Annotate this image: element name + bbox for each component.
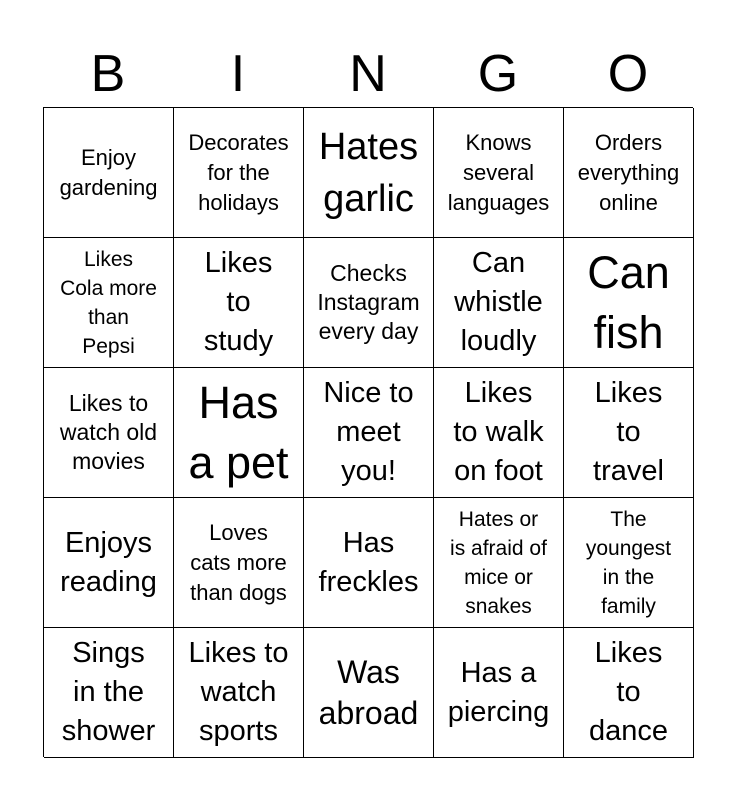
bingo-header [43,40,693,108]
cell-text: Can fish [587,246,670,358]
cell-text: Likes to dance [588,637,668,747]
bingo-cell[interactable] [434,498,564,628]
bingo-cell[interactable] [434,368,564,498]
bingo-cell[interactable] [434,628,564,758]
cell-text: Likes to study [203,247,274,357]
bingo-board [43,107,693,757]
bingo-cell[interactable] [434,108,564,238]
cell-text: Has a pet [188,376,289,488]
bingo-cell[interactable] [304,108,434,238]
bingo-cell[interactable] [564,628,694,758]
bingo-cell[interactable] [174,238,304,368]
bingo-cell[interactable] [44,108,174,238]
cell-text: Loves cats more than dogs [190,519,287,605]
bingo-cell[interactable] [304,368,434,498]
cell-text: Likes to watch old movies [59,390,158,474]
cell-text: Has a piercing [447,656,550,728]
header-letter-b: B [90,45,126,103]
bingo-cell[interactable] [174,108,304,238]
cell-text: Has freckles [318,526,419,598]
cell-text: Was abroad [318,653,419,731]
cell-text: Checks Instagram every day [317,260,420,344]
cell-text: Likes Cola more than Pepsi [60,247,157,358]
cell-text: Enjoy gardening [59,144,158,200]
cell-text: Decorates for the holidays [188,129,289,215]
bingo-cell[interactable] [44,368,174,498]
bingo-cell[interactable] [564,238,694,368]
bingo-cell[interactable] [564,368,694,498]
cell-text: The youngest in the family [585,507,672,618]
bingo-cell[interactable] [174,628,304,758]
header-letter-i: I [230,45,246,103]
cell-text: Orders everything online [577,129,680,215]
header-letter-g: G [477,45,519,103]
cell-text: Hates garlic [318,125,419,220]
cell-text: Nice to meet you! [323,377,414,487]
header-letter-n: N [349,45,387,103]
cell-text: Sings in the shower [61,637,156,747]
cell-text: Likes to travel [593,377,664,487]
bingo-cell[interactable] [44,498,174,628]
bingo-cell[interactable] [304,238,434,368]
cell-text: Hates or is afraid of mice or snakes [450,507,547,618]
cell-text: Can whistle loudly [454,247,543,357]
cell-text: Likes to walk on foot [453,377,544,487]
header-letter-o: O [607,45,649,103]
bingo-cell[interactable] [44,628,174,758]
bingo-cell[interactable] [44,238,174,368]
cell-text: Enjoys reading [60,526,157,598]
bingo-cell[interactable] [564,498,694,628]
bingo-cell[interactable] [304,498,434,628]
bingo-cell[interactable] [174,368,304,498]
bingo-cell[interactable] [304,628,434,758]
bingo-cell[interactable] [564,108,694,238]
bingo-cell[interactable] [174,498,304,628]
cell-text: Likes to watch sports [188,637,289,747]
cell-text: Knows several languages [447,129,550,215]
bingo-cell[interactable] [434,238,564,368]
